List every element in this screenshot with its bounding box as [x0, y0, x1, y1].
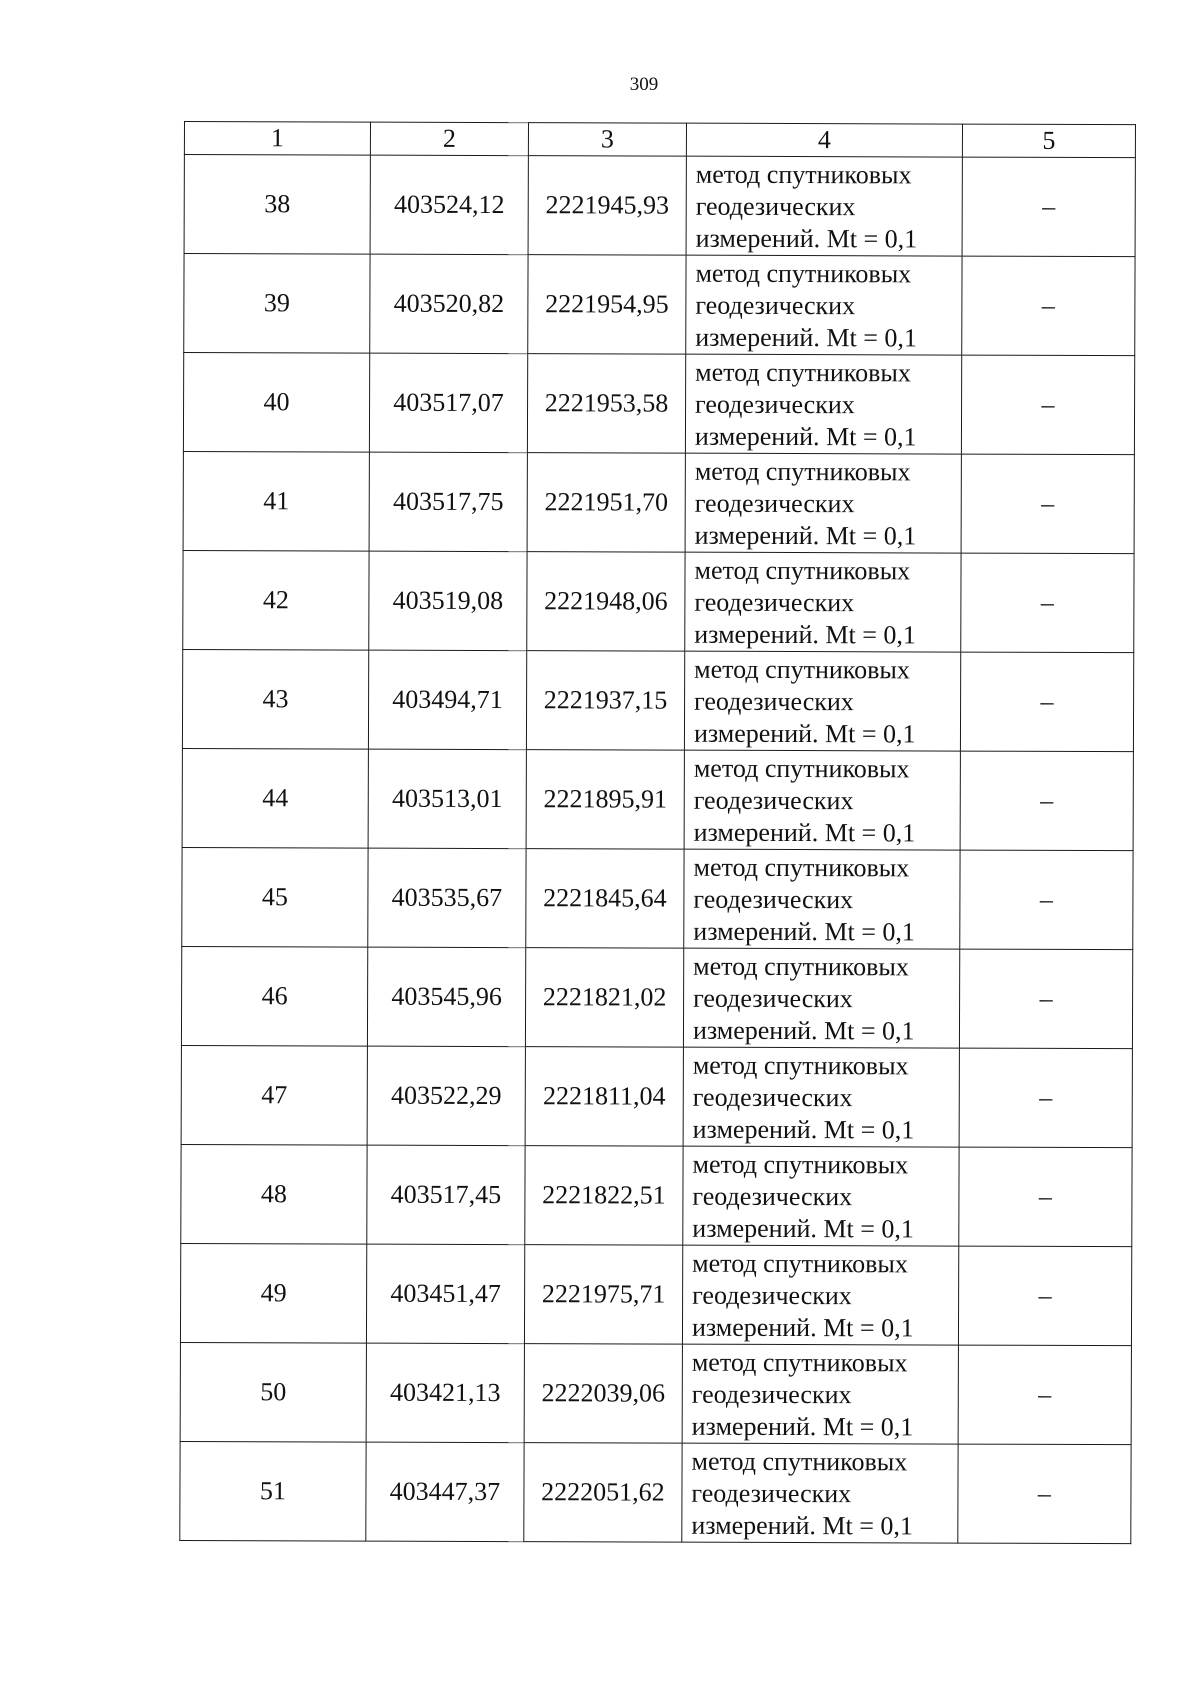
method-line: метод спутниковых: [695, 258, 912, 289]
method-line: геодезических: [692, 1280, 852, 1311]
method-cell: [682, 1344, 958, 1444]
table-row: [183, 353, 1134, 455]
method-line: геодезических: [691, 1379, 852, 1410]
x-coordinate-cell: 403513,01: [368, 749, 526, 849]
method-line: геодезических: [692, 1181, 853, 1212]
table-row: [181, 1144, 1132, 1246]
table-row: [182, 847, 1133, 949]
method-line: метод спутниковых: [692, 1149, 909, 1180]
method-cell: [686, 255, 962, 355]
method-line: измерений. Mt = 0,1: [691, 1312, 914, 1343]
method-line: измерений. Mt = 0,1: [691, 1411, 914, 1442]
column-header: 3: [528, 123, 686, 157]
precision-cell: –: [958, 1345, 1131, 1445]
x-coordinate-cell: 403517,75: [369, 452, 527, 552]
method-line: метод спутниковых: [693, 951, 909, 982]
coordinates-table: [179, 121, 1136, 1544]
table-row: [182, 649, 1133, 751]
method-line: геодезических: [695, 191, 856, 222]
method-line: измерений. Mt = 0,1: [691, 1510, 914, 1541]
point-number-cell: 47: [181, 1045, 367, 1145]
method-line: метод спутниковых: [693, 852, 910, 883]
precision-cell: –: [958, 1444, 1131, 1544]
y-coordinate-cell: 2221821,02: [525, 948, 683, 1048]
method-line: метод спутниковых: [692, 1248, 908, 1279]
method-line: метод спутниковых: [694, 654, 910, 685]
point-number-cell: 40: [183, 353, 369, 453]
x-coordinate-cell: 403447,37: [366, 1442, 524, 1542]
method-cell: [682, 1443, 958, 1543]
method-line: измерений. Mt = 0,1: [694, 421, 917, 452]
x-coordinate-cell: 403519,08: [369, 551, 527, 651]
column-header: 1: [184, 122, 370, 156]
y-coordinate-cell: 2221811,04: [525, 1047, 683, 1147]
method-cell: [682, 1245, 958, 1345]
y-coordinate-cell: 2222051,62: [524, 1443, 682, 1543]
point-number-cell: 43: [182, 649, 368, 749]
precision-cell: –: [961, 355, 1134, 455]
method-line: измерений. Mt = 0,1: [695, 223, 918, 254]
method-line: метод спутниковых: [694, 555, 911, 586]
method-line: геодезических: [692, 1082, 853, 1113]
method-line: метод спутниковых: [692, 1050, 909, 1081]
x-coordinate-cell: 403517,45: [367, 1145, 525, 1245]
point-number-cell: 46: [181, 946, 367, 1046]
precision-cell: –: [959, 1048, 1132, 1148]
table-row: [184, 254, 1135, 356]
y-coordinate-cell: 2221954,95: [528, 255, 686, 355]
point-number-cell: 39: [184, 254, 370, 354]
method-line: измерений. Mt = 0,1: [694, 619, 916, 650]
y-coordinate-cell: 2221895,91: [526, 750, 684, 850]
method-line: измерений. Mt = 0,1: [693, 817, 916, 848]
x-coordinate-cell: 403545,96: [367, 947, 525, 1047]
method-line: геодезических: [693, 983, 853, 1014]
method-cell: [685, 354, 961, 454]
method-line: геодезических: [693, 884, 854, 915]
point-number-cell: 38: [184, 155, 370, 255]
method-line: метод спутниковых: [695, 159, 912, 190]
y-coordinate-cell: 2221951,70: [527, 453, 685, 553]
table-row: [182, 748, 1133, 850]
precision-cell: –: [960, 652, 1133, 752]
point-number-cell: 51: [180, 1441, 366, 1541]
method-line: измерений. Mt = 0,1: [692, 1213, 914, 1244]
method-cell: [683, 1146, 959, 1246]
method-line: измерений. Mt = 0,1: [692, 1114, 915, 1145]
column-header: 2: [370, 122, 528, 156]
column-header: 5: [962, 124, 1135, 158]
method-cell: [683, 948, 959, 1048]
method-line: измерений. Mt = 0,1: [692, 1015, 915, 1046]
method-line: метод спутниковых: [695, 357, 911, 388]
table-row: [180, 1342, 1131, 1444]
x-coordinate-cell: 403535,67: [368, 848, 526, 948]
x-coordinate-cell: 403451,47: [366, 1244, 524, 1344]
method-cell: [685, 453, 961, 553]
precision-cell: –: [961, 454, 1134, 554]
point-number-cell: 42: [183, 550, 369, 650]
point-number-cell: 48: [181, 1144, 367, 1244]
method-line: измерений. Mt = 0,1: [695, 322, 917, 353]
method-line: метод спутниковых: [691, 1446, 908, 1477]
method-line: геодезических: [694, 488, 855, 519]
y-coordinate-cell: 2221822,51: [525, 1146, 683, 1246]
x-coordinate-cell: 403517,07: [369, 353, 527, 453]
table-row: [184, 155, 1135, 257]
x-coordinate-cell: 403524,12: [370, 155, 528, 255]
precision-cell: –: [962, 157, 1135, 257]
method-line: геодезических: [694, 686, 854, 717]
table-row: [180, 1243, 1131, 1345]
table-row: [183, 451, 1134, 553]
point-number-cell: 50: [180, 1342, 366, 1442]
method-line: геодезических: [695, 290, 856, 321]
precision-cell: –: [959, 949, 1132, 1049]
method-line: измерений. Mt = 0,1: [693, 916, 915, 947]
point-number-cell: 49: [180, 1243, 366, 1343]
method-cell: [686, 156, 962, 256]
method-line: измерений. Mt = 0,1: [693, 718, 916, 749]
precision-cell: –: [960, 751, 1133, 851]
precision-cell: –: [962, 256, 1135, 356]
method-line: геодезических: [694, 587, 855, 618]
x-coordinate-cell: 403520,82: [370, 254, 528, 354]
table-row: [181, 1045, 1132, 1147]
column-header: 4: [686, 123, 962, 157]
table-row: [181, 946, 1132, 1048]
precision-cell: –: [960, 850, 1133, 950]
method-line: измерений. Mt = 0,1: [694, 520, 917, 551]
table-header-row: [184, 122, 1135, 158]
table-row: [180, 1441, 1131, 1543]
y-coordinate-cell: 2221937,15: [526, 651, 684, 751]
method-line: метод спутниковых: [694, 456, 911, 487]
method-cell: [684, 750, 960, 850]
y-coordinate-cell: 2222039,06: [524, 1344, 682, 1444]
y-coordinate-cell: 2221948,06: [527, 552, 685, 652]
method-cell: [684, 849, 960, 949]
method-line: геодезических: [695, 389, 855, 420]
y-coordinate-cell: 2221945,93: [528, 156, 686, 256]
method-cell: [685, 552, 961, 652]
method-cell: [683, 1047, 959, 1147]
y-coordinate-cell: 2221975,71: [524, 1245, 682, 1345]
page-number: 309: [629, 74, 659, 95]
y-coordinate-cell: 2221953,58: [527, 354, 685, 454]
x-coordinate-cell: 403421,13: [366, 1343, 524, 1443]
x-coordinate-cell: 403494,71: [368, 650, 526, 750]
point-number-cell: 45: [182, 847, 368, 947]
point-number-cell: 41: [183, 451, 369, 551]
table-row: [183, 550, 1134, 652]
table-body: [180, 155, 1136, 1544]
method-line: метод спутниковых: [691, 1347, 908, 1378]
method-line: геодезических: [693, 785, 854, 816]
precision-cell: –: [959, 1147, 1132, 1247]
method-line: метод спутниковых: [693, 753, 910, 784]
point-number-cell: 44: [182, 748, 368, 848]
method-line: геодезических: [691, 1478, 852, 1509]
precision-cell: –: [961, 553, 1134, 653]
method-cell: [684, 651, 960, 751]
y-coordinate-cell: 2221845,64: [526, 849, 684, 949]
x-coordinate-cell: 403522,29: [367, 1046, 525, 1146]
precision-cell: –: [958, 1246, 1131, 1346]
